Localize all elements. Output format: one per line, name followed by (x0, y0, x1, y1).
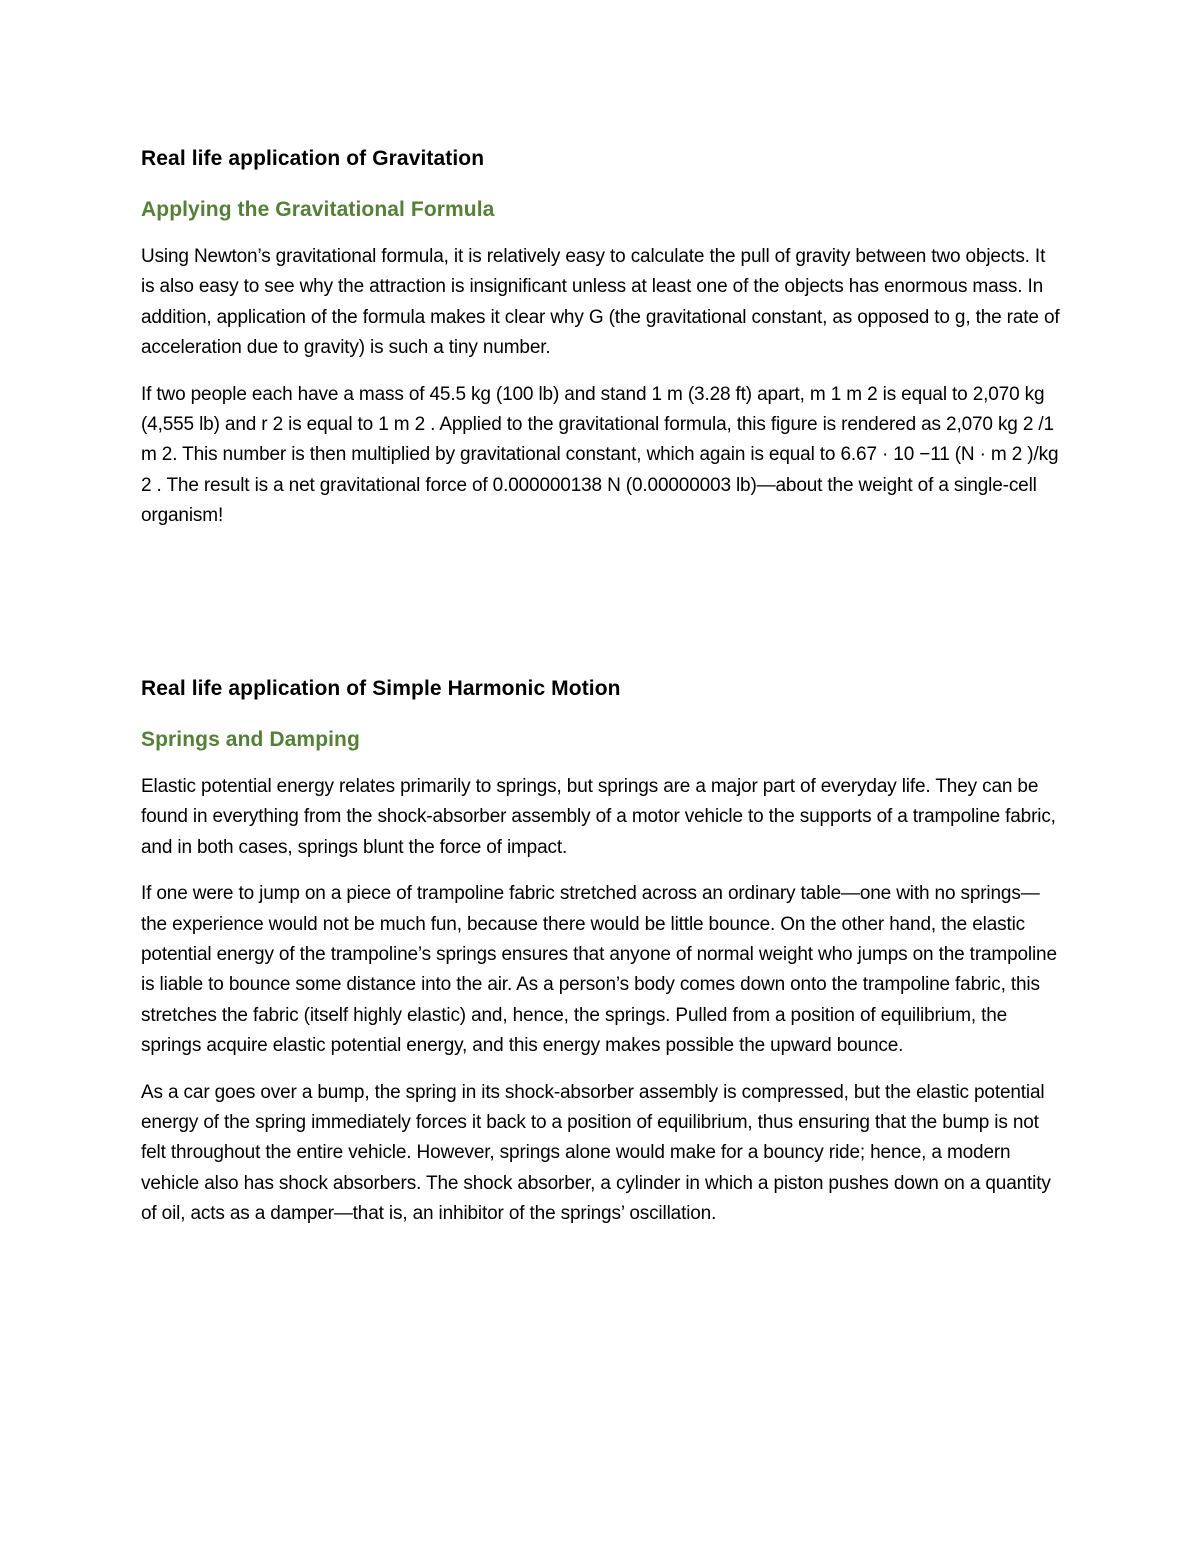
paragraph-two-people-example: If two people each have a mass of 45.5 kg (100 lb) and stand 1 m (3.28 ft) apart, m 1 m 2 is equal to 2,070 kg (4,555 lb) and r 2 is equal to 1 m 2 . Applied to the gravitational formula, this figure is rendered as 2,070 kg 2 /1 m 2. This number is then multiplied by gravitational constant, which again is equal to 6.67 · 10 −11 (N · m 2 )/kg 2 . The result is a net gravitational force of 0.000000138 N (0.00000003 lb)—about the weight of a single-cell organism! (141, 383, 1059, 527)
section-title-simple-harmonic-motion: Real life application of Simple Harmonic Motion (141, 677, 621, 700)
section-gravitation (141, 142, 1063, 548)
paragraph-shock-absorber: As a car goes over a bump, the spring in its shock-absorber assembly is compressed, but the elastic potential energy of the spring immediately forces it back to a position of equilibrium, thus ensuring that the bump is not felt throughout the entire vehicle. However, springs alone would make for a bouncy ride; hence, a modern vehicle also has shock absorbers. The shock absorber, a cylinder in which a piston pushes down on a quantity of oil, acts as a damper—that is, an inhibitor of the springs’ oscillation. (141, 1081, 1051, 1225)
section-subtitle-springs-damping: Springs and Damping (141, 728, 360, 751)
paragraph-elastic-energy: Elastic potential energy relates primarily to springs, but springs are a major part of everyday life. They can be found in everything from the shock-absorber assembly of a motor vehicle to the supports of a trampoline fabric, and in both cases, springs blunt the force of impact. (141, 776, 1056, 858)
section-simple-harmonic-motion (141, 672, 1063, 1246)
paragraph-trampoline: If one were to jump on a piece of trampoline fabric stretched across an ordinary table—one with no springs—the experience would not be much fun, because there would be little bounce. On the other hand, the elastic potential energy of the trampoline’s springs ensures that anyone of normal weight who jumps on the trampoline is liable to bounce some distance into the air. As a person’s body comes down onto the trampoline fabric, this stretches the fabric (itself highly elastic) and, hence, the springs. Pulled from a position of equilibrium, the springs acquire elastic potential energy, and this energy makes possible the upward bounce. (141, 883, 1057, 1057)
paragraph-newton-formula: Using Newton’s gravitational formula, it is relatively easy to calculate the pull of gravity between two objects. It is also easy to see why the attraction is insignificant unless at least one of the objects has enormous mass. In addition, application of the formula makes it clear why G (the gravitational constant, as opposed to g, the rate of acceleration due to gravity) is such a tiny number. (141, 246, 1060, 359)
section-title-gravitation: Real life application of Gravitation (141, 147, 485, 170)
section-subtitle-gravitational-formula: Applying the Gravitational Formula (141, 198, 495, 221)
